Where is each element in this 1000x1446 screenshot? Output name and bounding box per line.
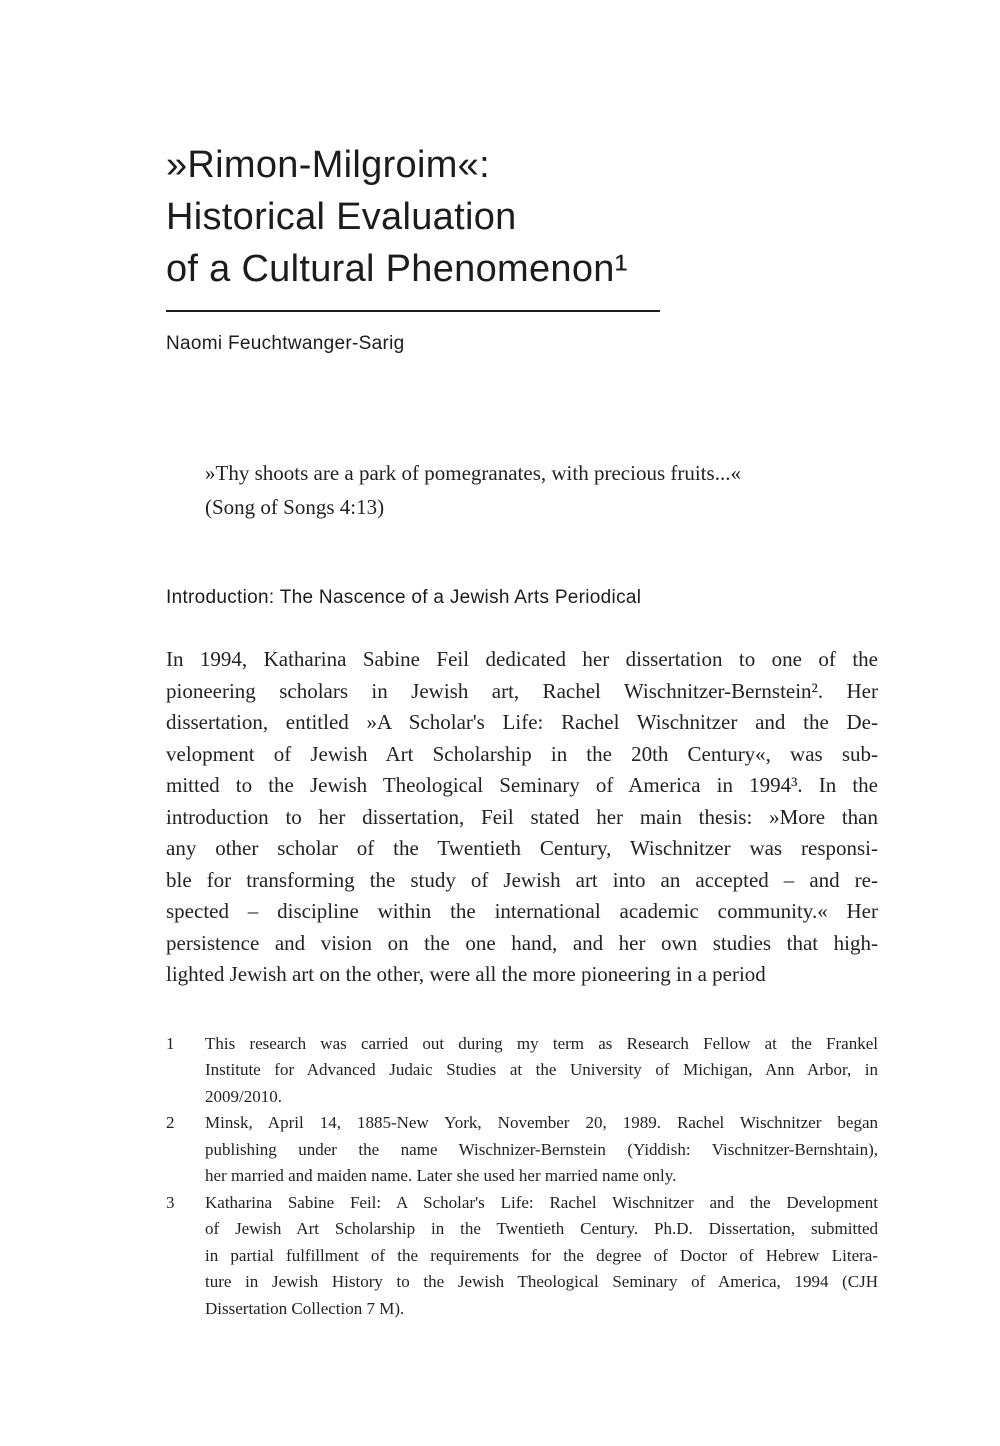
text-line: Minsk, April 14, 1885-New York, November 20, 1989. Rachel Wischnitzer began bbox=[205, 1113, 878, 1132]
footnote-item bbox=[166, 1031, 878, 1111]
footnote-number: 3 bbox=[166, 1192, 175, 1212]
footnotes bbox=[166, 1031, 878, 1323]
text-line: dissertation, entitled »A Scholar's Life: Rachel Wischnitzer and the De- bbox=[166, 710, 878, 734]
text-line: »Rimon-Milgroim«: bbox=[166, 144, 490, 186]
footnote-text bbox=[205, 1190, 878, 1323]
text-line: velopment of Jewish Art Scholarship in the 20th Century«, was sub- bbox=[166, 741, 878, 766]
footnote-number: 2 bbox=[166, 1113, 175, 1132]
text-line: Historical Evaluation bbox=[166, 196, 517, 238]
title-divider bbox=[166, 310, 660, 312]
text-line: pioneering scholars in Jewish art, Rachel Wischnitzer-Bernstein². Her bbox=[166, 678, 878, 703]
footnote-item bbox=[166, 1110, 878, 1190]
text-line: persistence and vision on the one hand, and her own studies that high- bbox=[166, 930, 878, 955]
text-line: »Thy shoots are a park of pomegranates, with precious fruits...« bbox=[205, 461, 741, 485]
footnote-item bbox=[166, 1190, 878, 1323]
text-line: spected – discipline within the international academic community.« Her bbox=[166, 899, 878, 923]
section-heading: Introduction: The Nascence of a Jewish Arts Periodical bbox=[166, 587, 642, 608]
text-line: This research was carried out during my term as Research Fellow at the Frankel bbox=[205, 1033, 878, 1053]
text-line: ture in Jewish History to the Jewish Theological Seminary of America, 1994 (CJH bbox=[205, 1272, 878, 1291]
page-content bbox=[166, 0, 878, 1322]
text-line: of a Cultural Phenomenon¹ bbox=[166, 248, 628, 290]
text-line: Dissertation Collection 7 M). bbox=[205, 1298, 405, 1318]
footnote-text bbox=[205, 1031, 878, 1111]
body-paragraph bbox=[166, 644, 878, 991]
text-line: in partial fulfillment of the requirements for the degree of Doctor of Hebrew Litera- bbox=[205, 1245, 878, 1265]
text-line: mitted to the Jewish Theological Seminary of America in 1994³. In the bbox=[166, 773, 878, 797]
text-line: lighted Jewish art on the other, were all the more pioneering in a period bbox=[166, 962, 766, 986]
page-title bbox=[166, 0, 878, 295]
text-line: ble for transforming the study of Jewish art into an accepted – and re- bbox=[166, 867, 878, 892]
text-line: any other scholar of the Twentieth Century, Wischnitzer was responsi- bbox=[166, 836, 878, 860]
text-line: Katharina Sabine Feil: A Scholar's Life: Rachel Wischnitzer and the Development bbox=[205, 1192, 878, 1212]
text-line: of Jewish Art Scholarship in the Twentieth Century. Ph.D. Dissertation, submitted bbox=[205, 1219, 878, 1238]
text-line: 2009/2010. bbox=[205, 1086, 282, 1106]
text-line: introduction to her dissertation, Feil stated her main thesis: »More than bbox=[166, 804, 878, 829]
epigraph bbox=[166, 456, 878, 524]
text-line: Institute for Advanced Judaic Studies at the University of Michigan, Ann Arbor, in bbox=[205, 1060, 878, 1079]
footnote-text bbox=[205, 1110, 878, 1190]
text-line: In 1994, Katharina Sabine Feil dedicated her dissertation to one of the bbox=[166, 647, 878, 671]
author-name: Naomi Feuchtwanger-Sarig bbox=[166, 333, 405, 354]
text-line: publishing under the name Wischnizer-Bernstein (Yiddish: Vischnitzer-Bernshtain), bbox=[205, 1139, 878, 1159]
footnote-number: 1 bbox=[166, 1033, 175, 1053]
text-line: her married and maiden name. Later she used her married name only. bbox=[205, 1166, 677, 1185]
text-line: (Song of Songs 4:13) bbox=[205, 495, 385, 519]
